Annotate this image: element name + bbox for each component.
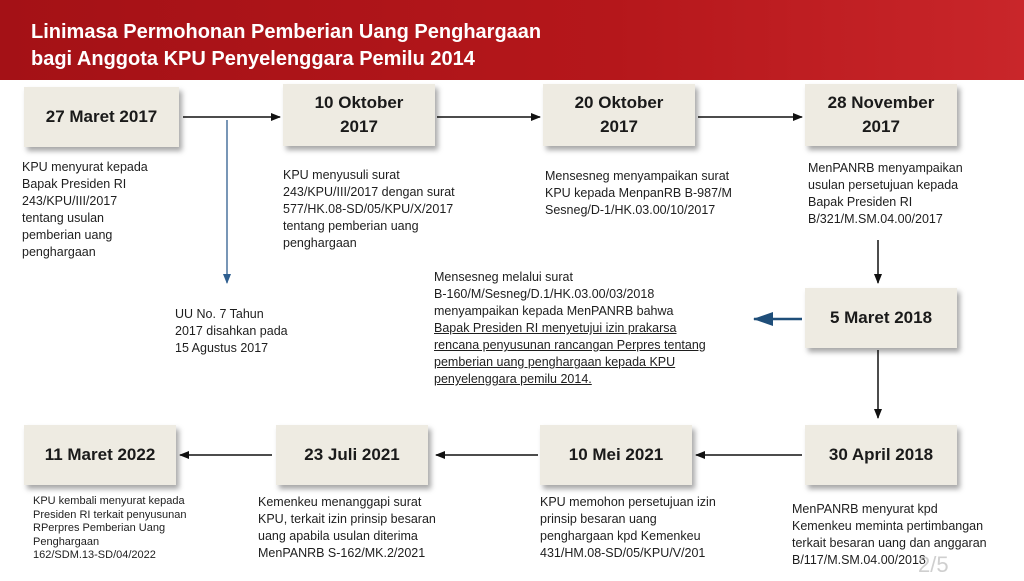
desc-line: Mensesneg menyampaikan surat [545, 169, 730, 183]
event-description-5-maret-2018 [434, 269, 706, 388]
event-date-line-1: 28 November [827, 93, 935, 112]
desc-line: prinsip besaran uang [540, 512, 657, 526]
desc-line: KPU menyurat kepada [22, 160, 148, 174]
event-box-28-november-2017 [805, 84, 957, 146]
desc-line: 243/KPU/III/2017 [22, 194, 118, 208]
desc-line-underlined: penyelenggara pemilu 2014. [434, 372, 592, 386]
desc-line: Kemenkeu menanggapi surat [258, 495, 422, 509]
desc-line: KPU menyusuli surat [283, 168, 400, 182]
event-date: 30 April 2018 [828, 445, 934, 464]
event-description-28-november-2017 [808, 160, 963, 228]
desc-line: 243/KPU/III/2017 dengan surat [283, 185, 455, 199]
desc-line: KPU kembali menyurat kepada [33, 495, 185, 507]
event-date-line-1: 20 Oktober [574, 93, 664, 112]
desc-line: UU No. 7 Tahun [175, 307, 264, 321]
desc-line: penghargaan [283, 236, 357, 250]
event-box-10-oktober-2017 [283, 84, 435, 146]
desc-line: terkait besaran uang dan anggaran [792, 536, 987, 550]
event-box-20-oktober-2017 [543, 84, 695, 146]
desc-line: 162/SDM.13-SD/04/2022 [33, 549, 156, 561]
desc-line: tentang usulan [22, 211, 105, 225]
event-description-30-april-2018 [792, 501, 987, 569]
side-note-uu-no-7 [175, 306, 288, 357]
desc-line: B/117/M.SM.04.00/2018 [792, 553, 926, 567]
page-number: 2/5 [918, 552, 949, 577]
desc-line: uang apabila usulan diterima [258, 529, 418, 543]
desc-line: menyampaikan kepada MenPANRB bahwa [434, 304, 674, 318]
desc-line: KPU, terkait izin prinsip besaran [258, 512, 436, 526]
desc-line: KPU memohon persetujuan izin [540, 495, 716, 509]
desc-line: Kemenkeu meminta pertimbangan [792, 519, 984, 533]
event-box-5-maret-2018 [805, 288, 957, 348]
desc-line: 15 Agustus 2017 [175, 341, 269, 355]
desc-line: MenPANRB menyurat kpd [792, 502, 938, 516]
event-date-line-1: 10 Oktober [314, 93, 404, 112]
event-description-10-oktober-2017 [283, 167, 455, 252]
desc-line: Sesneg/D-1/HK.03.00/10/2017 [545, 203, 716, 217]
event-box-10-mei-2021 [540, 425, 692, 485]
event-date-line-2: 2017 [862, 117, 900, 136]
desc-line: pemberian uang [22, 228, 113, 242]
desc-line: usulan persetujuan kepada [808, 178, 959, 192]
desc-line: KPU kepada MenpanRB B-987/M [545, 186, 732, 200]
desc-line: 2017 disahkan pada [175, 324, 288, 338]
event-date: 23 Juli 2021 [304, 445, 400, 464]
title-line-1: Linimasa Permohonan Pemberian Uang Penghargaan [31, 21, 542, 43]
desc-line: B-160/M/Sesneg/D.1/HK.03.00/03/2018 [434, 287, 655, 301]
desc-line: Bapak Presiden RI [22, 177, 127, 191]
event-date: 27 Maret 2017 [45, 107, 158, 126]
event-box-23-juli-2021 [276, 425, 428, 485]
event-box-30-april-2018 [805, 425, 957, 485]
event-date: 10 Mei 2021 [568, 445, 664, 464]
desc-line-underlined: rencana penyusunan rancangan Perpres tentang [434, 338, 706, 352]
desc-line: Penghargaan [33, 535, 100, 548]
event-date-line-2: 2017 [340, 117, 378, 136]
desc-line: Bapak Presiden RI [808, 195, 913, 209]
desc-line: Presiden RI terkait penyusunan [33, 508, 187, 521]
desc-line: B/321/M.SM.04.00/2017 [808, 212, 943, 226]
desc-line-underlined: pemberian uang penghargaan kepada KPU [434, 355, 676, 369]
desc-line: penghargaan kpd Kemenkeu [540, 529, 701, 543]
desc-line: MenPANRB S-162/MK.2/2021 [258, 546, 426, 560]
event-description-27-maret-2017 [22, 159, 148, 261]
event-description-20-oktober-2017 [545, 168, 732, 219]
event-date: 11 Maret 2022 [44, 445, 156, 464]
event-description-23-juli-2021 [258, 494, 436, 562]
event-box-11-maret-2022 [24, 425, 176, 485]
event-box-27-maret-2017 [24, 87, 179, 147]
event-description-11-maret-2022 [33, 495, 186, 563]
desc-line: penghargaan [22, 245, 96, 259]
title-line-2: bagi Anggota KPU Penyelenggara Pemilu 2014 [31, 48, 475, 70]
desc-line: RPerpres Pemberian Uang [33, 522, 166, 534]
desc-line: Mensesneg melalui surat [434, 270, 573, 284]
desc-line: tentang pemberian uang [283, 219, 419, 233]
desc-line: 577/HK.08-SD/05/KPU/X/2017 [283, 202, 454, 216]
desc-line: 431/HM.08-SD/05/KPU/V/201 [540, 546, 706, 560]
event-date: 5 Maret 2018 [829, 308, 933, 327]
event-date-line-2: 2017 [600, 117, 638, 136]
desc-line-underlined: Bapak Presiden RI menyetujui izin prakarsa [434, 321, 677, 335]
desc-line: MenPANRB menyampaikan [808, 161, 963, 175]
event-description-10-mei-2021 [540, 494, 716, 562]
